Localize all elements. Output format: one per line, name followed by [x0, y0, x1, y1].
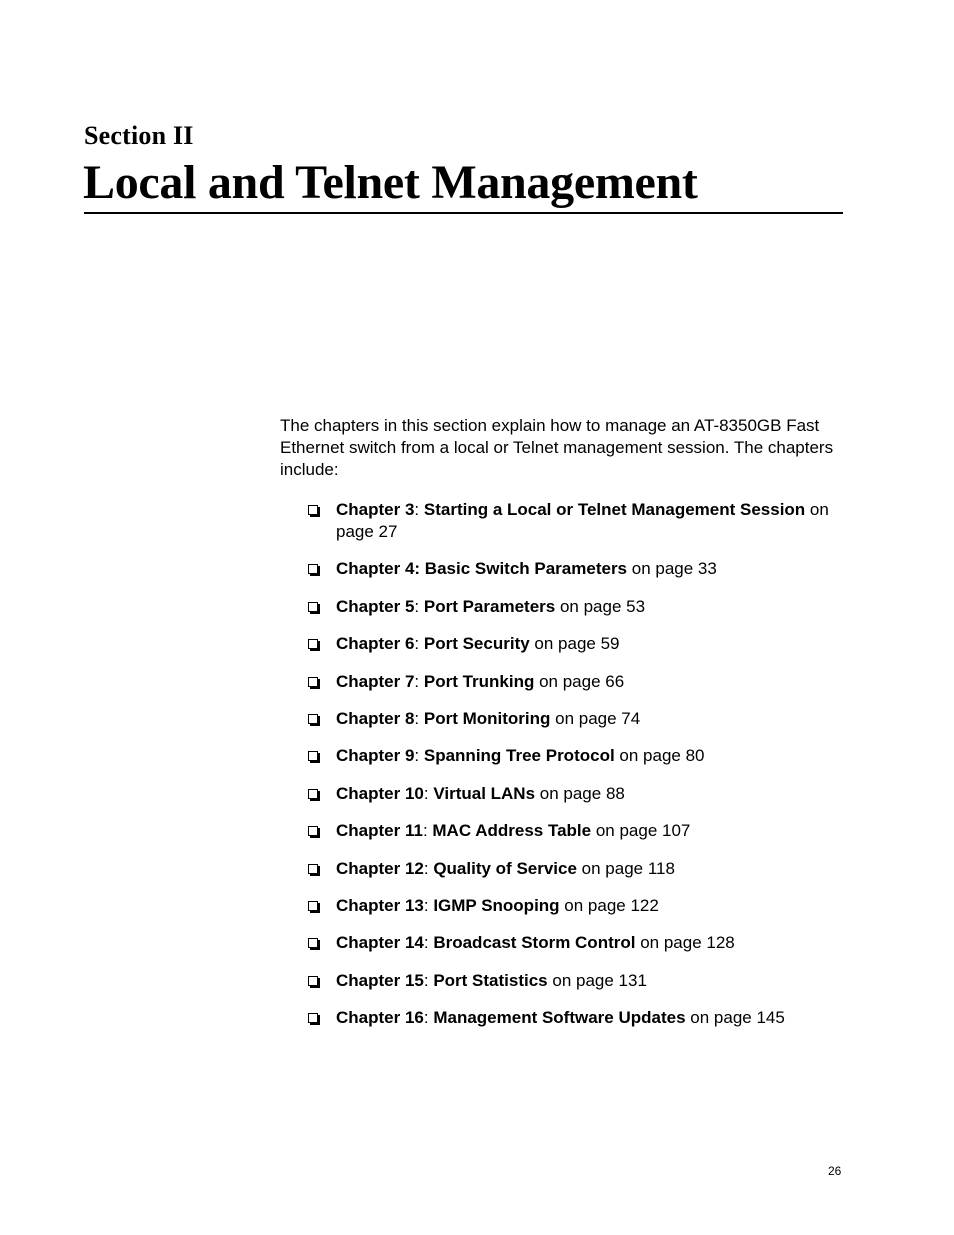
chapter-list — [306, 499, 851, 1044]
chapter-number: Chapter 11 — [336, 821, 423, 841]
chapter-separator: : — [414, 708, 424, 728]
chapter-number: Chapter 4: — [336, 559, 425, 579]
chapter-link[interactable] — [336, 634, 620, 653]
chapter-title: Starting a Local or Telnet Management Session — [423, 500, 806, 519]
chapter-number: Chapter 6 — [336, 634, 415, 654]
chapter-number: Chapter 15 — [336, 970, 424, 990]
chapter-list-item — [306, 633, 851, 655]
chapter-link[interactable] — [336, 559, 717, 578]
chapter-number: Chapter 14 — [336, 933, 424, 953]
chapter-separator: : — [414, 596, 424, 616]
chapter-list-item — [306, 970, 851, 992]
checkbox-bullet-icon — [308, 639, 318, 649]
page-title: Local and Telnet Management — [83, 156, 698, 209]
chapter-number: Chapter 9 — [336, 746, 415, 766]
chapter-title: Port Parameters — [423, 596, 556, 616]
checkbox-bullet-icon — [308, 714, 318, 724]
chapter-list-item — [306, 708, 851, 730]
chapter-page-ref: on page 128 — [635, 933, 735, 953]
chapter-title: IGMP Snooping — [433, 895, 560, 915]
chapter-number: Chapter 7 — [336, 671, 415, 691]
chapter-number: Chapter 5 — [336, 596, 415, 616]
chapter-list-item — [306, 895, 851, 917]
chapter-link[interactable] — [336, 672, 624, 691]
chapter-title: Basic Switch Parameters — [424, 559, 628, 579]
chapter-title: Quality of Service — [433, 858, 577, 878]
chapter-list-item — [306, 558, 851, 580]
chapter-list-item — [306, 1007, 851, 1029]
checkbox-bullet-icon — [308, 789, 318, 799]
checkbox-bullet-icon — [308, 826, 318, 836]
checkbox-bullet-icon — [308, 505, 318, 515]
chapter-page-ref: on page 66 — [534, 671, 625, 691]
chapter-list-item — [306, 499, 851, 543]
chapter-list-item — [306, 820, 851, 842]
chapter-page-ref: on page 122 — [559, 895, 659, 915]
chapter-separator: : — [423, 895, 434, 915]
chapter-number: Chapter 8 — [336, 708, 415, 728]
chapter-page-ref: on page 74 — [550, 708, 641, 728]
checkbox-bullet-icon — [308, 751, 318, 761]
checkbox-bullet-icon — [308, 564, 318, 574]
chapter-link[interactable] — [336, 500, 829, 541]
chapter-link[interactable] — [336, 971, 647, 990]
chapter-link[interactable] — [336, 1008, 785, 1027]
chapter-separator: : — [414, 634, 424, 654]
chapter-separator: : — [414, 500, 424, 519]
chapter-number: Chapter 10 — [336, 783, 424, 803]
chapter-page-ref: on page 145 — [685, 1008, 785, 1028]
section-label: Section II — [84, 121, 194, 150]
chapter-link[interactable] — [336, 746, 705, 765]
checkbox-bullet-icon — [308, 677, 318, 687]
chapter-page-ref: on page 131 — [547, 970, 647, 990]
chapter-title: MAC Address Table — [432, 821, 592, 841]
chapter-title: Port Statistics — [433, 970, 548, 990]
title-rule — [84, 212, 843, 214]
chapter-number: Chapter 12 — [336, 858, 424, 878]
chapter-link[interactable] — [336, 821, 690, 840]
chapter-number: Chapter 13 — [336, 895, 424, 915]
chapter-list-item — [306, 858, 851, 880]
chapter-list-item — [306, 783, 851, 805]
chapter-page-ref: on page 118 — [576, 858, 675, 878]
checkbox-bullet-icon — [308, 602, 318, 612]
chapter-separator: : — [422, 821, 433, 841]
chapter-link[interactable] — [336, 933, 735, 952]
chapter-page-ref: on page 80 — [614, 746, 705, 766]
chapter-page-ref: on page 88 — [535, 783, 625, 803]
chapter-title: Port Trunking — [423, 671, 535, 691]
chapter-link[interactable] — [336, 859, 675, 878]
chapter-title: Port Monitoring — [423, 708, 551, 728]
chapter-page-ref: on page 33 — [627, 559, 717, 579]
chapter-link[interactable] — [336, 709, 640, 728]
checkbox-bullet-icon — [308, 976, 318, 986]
chapter-number: Chapter 16 — [336, 1008, 424, 1028]
chapter-title: Management Software Updates — [433, 1008, 686, 1028]
chapter-list-item — [306, 932, 851, 954]
checkbox-bullet-icon — [308, 938, 318, 948]
chapter-page-ref: on page 59 — [529, 634, 620, 654]
chapter-link[interactable] — [336, 896, 659, 915]
chapter-separator: : — [423, 933, 434, 953]
checkbox-bullet-icon — [308, 901, 318, 911]
chapter-link[interactable] — [336, 784, 625, 803]
chapter-title: Spanning Tree Protocol — [423, 746, 615, 766]
chapter-title: Broadcast Storm Control — [433, 933, 636, 953]
chapter-separator: : — [414, 746, 424, 766]
chapter-page-ref: on page 27 — [336, 500, 829, 541]
chapter-title: Port Security — [423, 634, 530, 654]
chapter-number: Chapter 3 — [336, 500, 415, 519]
intro-paragraph: The chapters in this section explain how to manage an AT-8350GB Fast Ethernet switch from a local or Telnet management session. The chapters include: — [280, 416, 834, 479]
chapter-separator: : — [423, 970, 434, 990]
chapter-list-item — [306, 596, 851, 618]
checkbox-bullet-icon — [308, 864, 318, 874]
chapter-link[interactable] — [336, 597, 645, 616]
chapter-list-item — [306, 745, 851, 767]
page-number: 26 — [828, 1164, 842, 1178]
chapter-page-ref: on page 53 — [555, 596, 646, 616]
chapter-title: Virtual LANs — [433, 783, 536, 803]
chapter-separator: : — [414, 671, 424, 691]
chapter-page-ref: on page 107 — [591, 821, 691, 841]
chapter-separator: : — [423, 858, 434, 878]
chapter-separator: : — [423, 1008, 434, 1028]
checkbox-bullet-icon — [308, 1013, 318, 1023]
chapter-list-item — [306, 671, 851, 693]
chapter-separator: : — [423, 783, 434, 803]
